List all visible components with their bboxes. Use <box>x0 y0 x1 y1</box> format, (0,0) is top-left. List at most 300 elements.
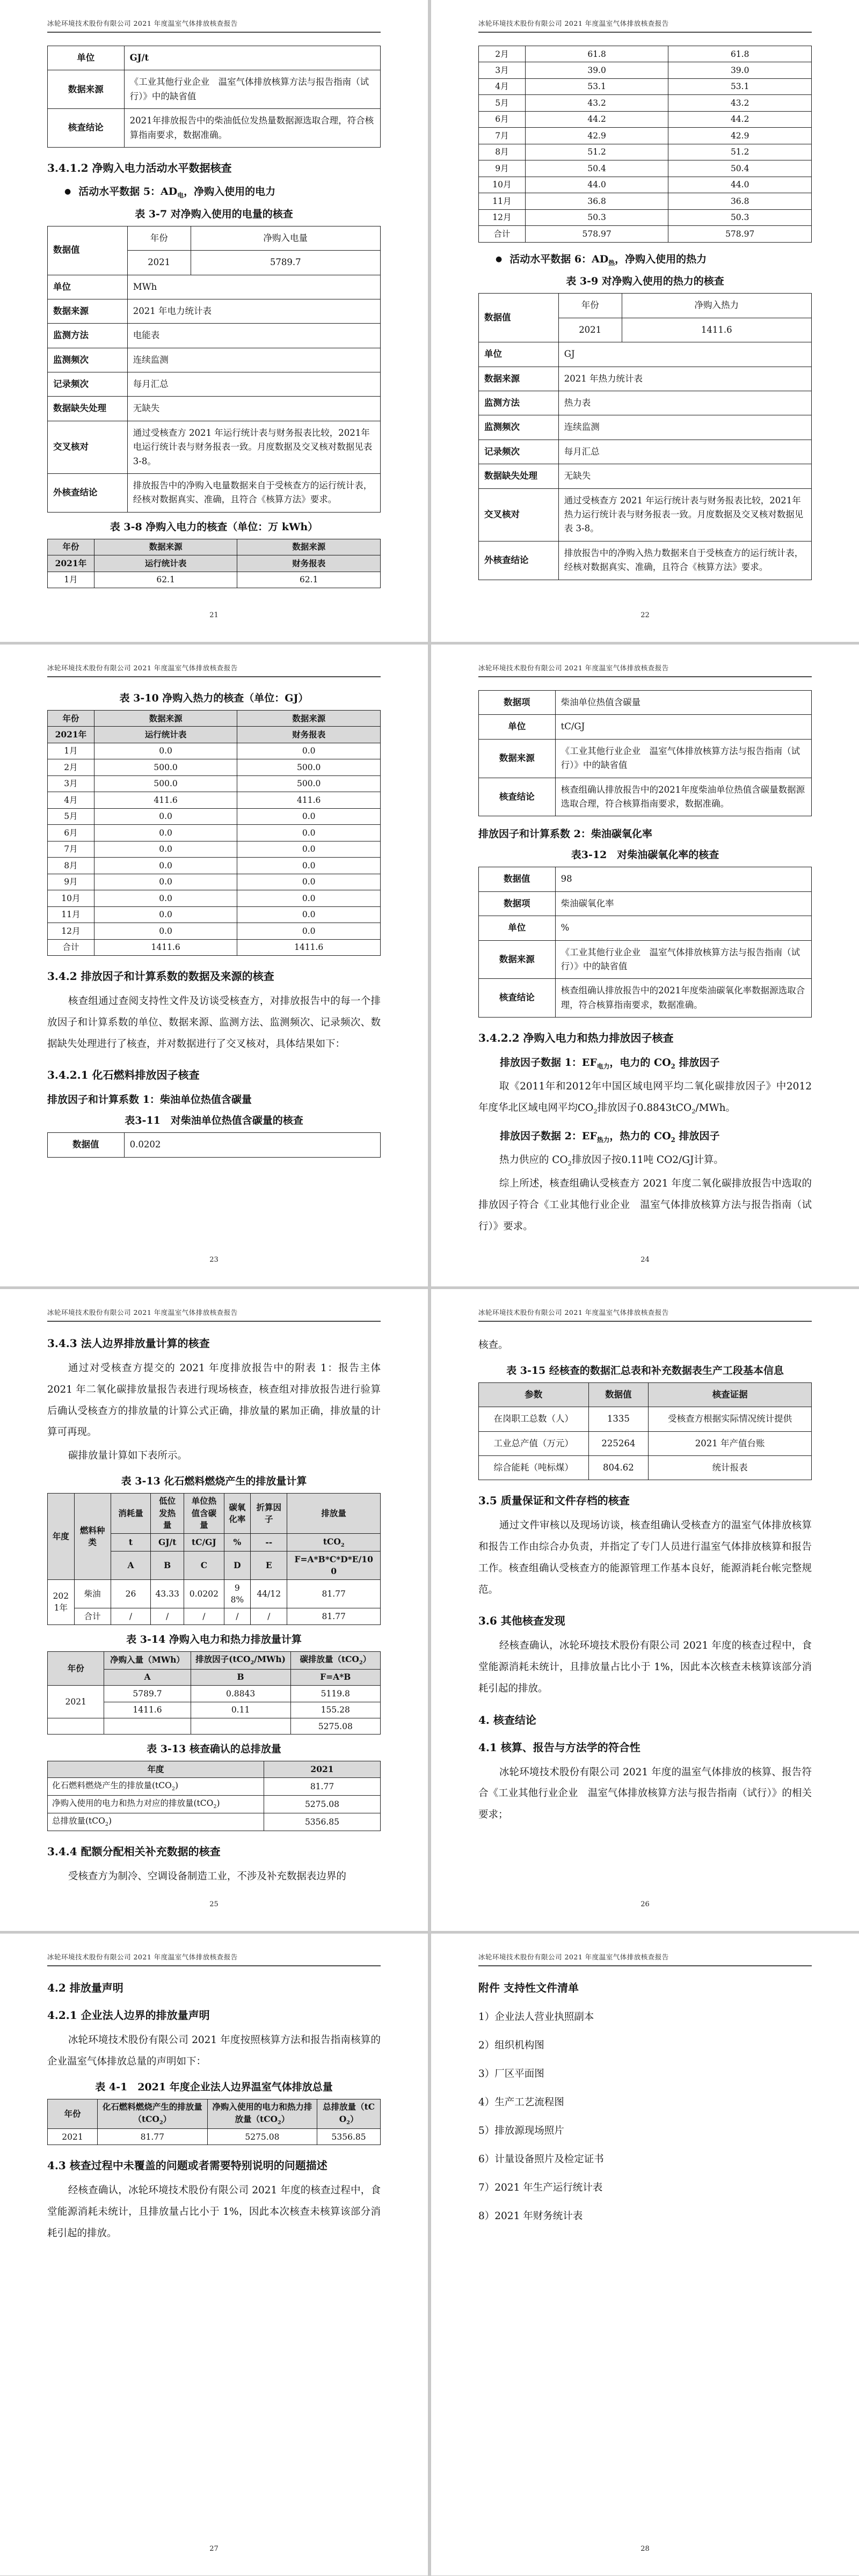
table-cell: % <box>224 1534 251 1552</box>
table-cell: 记录频次 <box>479 440 559 464</box>
paragraph: 综上所述，核查组确认受核查方 2021 年度二氧化碳排放报告中选取的排放因子符合《工业其他行业企业 温室气体排放核算方法与报告指南（试行）》要求。 <box>478 1177 812 1232</box>
section-heading: 3.5 质量保证和文件存档的核查 <box>478 1494 630 1507</box>
page-number: 26 <box>640 1900 650 1908</box>
table-cell: 0.0 <box>237 743 381 759</box>
table-row <box>479 1431 812 1455</box>
table-cell: 连续监测 <box>558 415 811 440</box>
table-row <box>479 226 812 242</box>
table-cell: 578.97 <box>668 226 812 242</box>
table-cell: 总排放量（tCO$_2$） <box>317 2099 381 2128</box>
table-row <box>48 1777 381 1795</box>
table-cell: 财务报表 <box>237 727 381 743</box>
table-row <box>48 299 381 323</box>
page-26 <box>431 1289 859 1931</box>
table-cell <box>48 1718 104 1735</box>
table-cell: 数据缺失处理 <box>479 464 559 488</box>
bullet-item <box>478 251 812 267</box>
bullet-item <box>47 184 381 200</box>
table-row <box>48 348 381 372</box>
table-3-7 <box>47 226 381 513</box>
table-cell: 单位 <box>479 916 556 940</box>
table-cell: 2月 <box>48 759 94 775</box>
sub-heading: 排放因子数据 2：$EF_{热力}$，热力的 $CO_2$ 排放因子 <box>500 1130 720 1144</box>
table-row <box>479 1407 812 1431</box>
table-cell: 44.0 <box>668 177 812 193</box>
diesel-heat-value-table-continued <box>47 46 381 148</box>
table-cell: 年度 <box>48 1493 75 1579</box>
sub-heading: 排放因子数据 1：$EF_{电力}$，电力的 $CO_2$ 排放因子 <box>500 1057 720 1070</box>
paragraph: 通过文件审核以及现场访谈，核查组确认受核查方的温室气体排放核算和报告工作由综合办负责，并指定了专门人员进行温室气体排放核算和报告工作。核查组确认受核查方的能源管理工作基本良好，能源消耗台帐完整规范。 <box>478 1520 812 1596</box>
page-number: 21 <box>209 611 219 619</box>
table-row <box>479 95 812 111</box>
table-cell: 排放量 <box>287 1493 381 1533</box>
table-cell: 9月 <box>48 874 94 890</box>
table-cell: 5275.08 <box>264 1795 381 1813</box>
table-cell: 225264 <box>588 1431 649 1455</box>
table-cell: 数据来源 <box>94 711 237 727</box>
table-cell: 43.33 <box>151 1580 184 1608</box>
table-cell <box>191 1718 290 1735</box>
table-cell: 碳氧化率 <box>224 1493 251 1533</box>
table-cell: 通过受核查方 2021 年运行统计表与财务报表比较，2021年热力运行统计表与财务报表一致。月度数据及交叉核对数据见表 3-8。 <box>558 488 811 541</box>
table-caption: 表 4-1 2021 年度企业法人边界温室气体排放总量 <box>95 2081 333 2093</box>
table-row <box>479 488 812 541</box>
table-cell: 合计 <box>48 939 94 955</box>
table-3-13-total <box>47 1761 381 1831</box>
table-cell: 数据来源 <box>48 299 128 323</box>
table-cell: GJ/t <box>124 46 380 70</box>
table-caption: 表 3-13 核查确认的总排放量 <box>147 1743 281 1755</box>
table-cell: 数据值 <box>48 1133 125 1157</box>
table-row <box>479 440 812 464</box>
table-cell: 受核查方根据实际情况统计提供 <box>649 1407 812 1431</box>
table-cell: 监测频次 <box>479 415 559 440</box>
table-cell: F=A*B <box>290 1669 380 1685</box>
table-cell: A <box>104 1669 191 1685</box>
table-cell: 净购入热力 <box>622 294 811 318</box>
paragraph: 碳排放量计算如下表所示。 <box>68 1450 187 1462</box>
table-cell: 50.3 <box>668 209 812 225</box>
table-cell: 年份 <box>48 539 94 555</box>
page-number: 27 <box>209 2545 219 2553</box>
table-cell: 折算因子 <box>251 1493 287 1533</box>
table-caption: 表 3-13 化石燃料燃烧产生的排放量计算 <box>121 1475 307 1487</box>
table-cell: 单位 <box>48 46 125 70</box>
table-cell: 26 <box>111 1580 150 1608</box>
table-cell: 3月 <box>479 62 526 78</box>
section-heading: 3.4.4 配额分配相关补充数据的核查 <box>47 1845 221 1858</box>
table-cell: 核查组确认排放报告中的2021年度柴油碳氧化率数据源选取合理，符合核算指南要求，数据准确。 <box>555 979 811 1018</box>
table-cell: 每月汇总 <box>558 440 811 464</box>
table-cell: 62.1 <box>237 572 381 588</box>
table-cell: / <box>251 1608 287 1624</box>
table-cell: 数据值 <box>479 294 559 342</box>
table-cell: 运行统计表 <box>94 727 237 743</box>
table-cell: 500.0 <box>94 775 237 792</box>
table-cell: 61.8 <box>668 46 812 62</box>
table-cell: 数据值 <box>48 226 128 275</box>
table-cell: B <box>191 1669 290 1685</box>
table-cell: 12月 <box>479 209 526 225</box>
table-row <box>48 874 381 890</box>
table-caption: 表 3-8 净购入电力的核查（单位：万 kWh） <box>110 521 318 533</box>
table-row <box>48 775 381 792</box>
page-27 <box>0 1934 428 2575</box>
table-row <box>479 1455 812 1480</box>
table-row <box>48 474 381 513</box>
table-row <box>479 778 812 816</box>
table-cell: 《工业其他行业企业 温室气体排放核算方法与报告指南（试行）》中的缺省值 <box>124 70 380 109</box>
table-cell: 53.1 <box>668 78 812 94</box>
page-content <box>47 690 381 1158</box>
table-row <box>48 226 381 250</box>
section-heading: 4.2.1 企业法人边界的排放量声明 <box>47 2009 210 2022</box>
table-cell: 0.0 <box>237 841 381 857</box>
table-row <box>48 841 381 857</box>
list-item: 4）生产工艺流程图 <box>478 2097 564 2108</box>
table-cell: 1411.6 <box>104 1702 191 1718</box>
table-row <box>479 342 812 367</box>
table-cell: 0.0202 <box>184 1580 224 1608</box>
section-heading: 3.6 其他核查发现 <box>478 1614 565 1628</box>
table-cell: / <box>151 1608 184 1624</box>
table-cell: tCO$_2$ <box>287 1534 381 1552</box>
table-caption: 表 3-9 对净购入使用的热力的核查 <box>566 275 724 288</box>
page-28 <box>431 1934 859 2575</box>
table-row <box>48 1686 381 1702</box>
page-number: 23 <box>209 1256 219 1264</box>
table-cell: 98 <box>555 867 811 891</box>
paragraph: 冰轮环境技术股份有限公司 2021 年度的温室气体排放的核算、报告符合《工业其他行业企业 温室气体排放核算方法与报告指南（试行）》的相关要求； <box>478 1766 812 1821</box>
table-cell: 51.2 <box>668 144 812 160</box>
table-cell: 500.0 <box>94 759 237 775</box>
table-cell: 11月 <box>479 193 526 209</box>
table-cell: 净购入电量 <box>191 226 380 250</box>
table-cell: 单位 <box>479 342 559 367</box>
table-3-8-continued <box>478 46 812 243</box>
paragraph: 经核查确认，冰轮环境技术股份有限公司 2021 年度的核查过程中，食堂能源消耗未统计，且排放量占比小于 1%，因此本次核查未核算该部分消耗引起的排放。 <box>478 1640 812 1694</box>
table-cell: MWh <box>127 275 380 299</box>
table-row <box>48 1795 381 1813</box>
table-row <box>479 464 812 488</box>
table-cell: % <box>555 916 811 940</box>
table-cell: 交叉核对 <box>48 421 128 473</box>
table-cell: 数据值 <box>479 867 556 891</box>
table-cell: 单位热值含碳量 <box>184 1493 224 1533</box>
table-row <box>479 940 812 979</box>
table-cell: 0.0 <box>237 906 381 923</box>
page-23 <box>0 645 428 1286</box>
table-cell: 0.0 <box>237 825 381 841</box>
table-cell: 8月 <box>48 858 94 874</box>
table-cell: 合计 <box>479 226 526 242</box>
table-cell: 42.9 <box>668 128 812 144</box>
table-cell: 1411.6 <box>237 939 381 955</box>
table-cell: 500.0 <box>237 759 381 775</box>
table-cell: 化石燃料燃烧产生的排放量(tCO$_2$) <box>48 1777 264 1795</box>
table-cell: 0.0 <box>94 874 237 890</box>
table-cell: 1月 <box>48 743 94 759</box>
table-cell: 外核查结论 <box>48 474 128 513</box>
table-row <box>48 1580 381 1608</box>
table-cell: 燃料种类 <box>74 1493 111 1579</box>
list-item: 2）组织机构图 <box>478 2040 544 2051</box>
table-row <box>479 715 812 739</box>
table-cell: 3月 <box>48 775 94 792</box>
table-cell: 合计 <box>74 1608 111 1624</box>
paragraph: 受核查方为制冷、空调设备制造工业，不涉及补充数据表边界的 <box>68 1871 346 1882</box>
table-cell: 净购入使用的电力和热力排放量（tCO$_2$） <box>207 2099 317 2128</box>
table-cell: 2021 年产值台账 <box>649 1431 812 1455</box>
table-cell: GJ/t <box>151 1534 184 1552</box>
table-caption: 表 3-7 对净购入使用的电量的核查 <box>135 208 293 220</box>
table-cell: 5月 <box>479 95 526 111</box>
table-row <box>48 397 381 421</box>
table-cell: GJ <box>558 342 811 367</box>
table-cell: 核查结论 <box>479 979 556 1018</box>
section-heading: 4.1 核算、报告与方法学的符合性 <box>478 1740 640 1754</box>
section-heading: 3.4.3 法人边界排放量计算的核查 <box>47 1337 210 1350</box>
table-row <box>48 275 381 299</box>
table-cell: 2021年 <box>48 555 94 572</box>
table-cell: 804.62 <box>588 1455 649 1480</box>
table-cell: 综合能耗（吨标煤） <box>479 1455 589 1480</box>
section-heading: 3.4.2 排放因子和计算系数的数据及来源的核查 <box>47 970 274 983</box>
table-cell: 51.2 <box>525 144 668 160</box>
section-heading: 3.4.1.2 净购入电力活动水平数据核查 <box>47 161 232 174</box>
table-cell: 0.0202 <box>124 1133 380 1157</box>
table-row <box>48 792 381 808</box>
page-header-title: 冰轮环境技术股份有限公司 2021 年度温室气体排放核查报告 <box>478 1307 812 1322</box>
table-row <box>479 415 812 440</box>
table-cell: 数据来源 <box>479 940 556 979</box>
table-row <box>48 1608 381 1624</box>
table-caption: 表 3-15 经核查的数据汇总表和补充数据表生产工段基本信息 <box>506 1364 784 1377</box>
table-3-12 <box>478 867 812 1018</box>
table-cell: 数据缺失处理 <box>48 397 128 421</box>
section-heading: 附件 支持性文件清单 <box>478 1981 579 1994</box>
table-row <box>479 193 812 209</box>
table-cell: 10月 <box>48 890 94 906</box>
table-row <box>48 808 381 824</box>
paragraph: 核查。 <box>478 1340 508 1351</box>
table-cell: 0.0 <box>237 858 381 874</box>
table-cell: 运行统计表 <box>94 555 237 572</box>
table-cell: 7月 <box>479 128 526 144</box>
table-cell: 42.9 <box>525 128 668 144</box>
table-3-13-fossil <box>47 1493 381 1625</box>
table-cell: 化石燃料燃烧产生的排放量（tCO$_2$） <box>98 2099 208 2128</box>
table-row <box>479 541 812 580</box>
table-cell: 年份 <box>127 226 191 250</box>
table-cell: 12月 <box>48 923 94 939</box>
page-content <box>478 1335 812 1826</box>
table-cell: 在岗职工总数（人） <box>479 1407 589 1431</box>
table-cell: 81.77 <box>98 2129 208 2145</box>
section-heading: 3.4.2.1 化石燃料排放因子核查 <box>47 1069 200 1082</box>
page-header-title: 冰轮环境技术股份有限公司 2021 年度温室气体排放核查报告 <box>47 18 381 33</box>
table-row <box>48 759 381 775</box>
table-cell: 总排放量(tCO$_2$) <box>48 1813 264 1831</box>
table-cell: 81.77 <box>264 1777 381 1795</box>
table-cell: 39.0 <box>668 62 812 78</box>
page-header-title: 冰轮环境技术股份有限公司 2021 年度温室气体排放核查报告 <box>478 663 812 677</box>
table-row <box>479 1382 812 1407</box>
table-cell: 核查证据 <box>649 1382 812 1407</box>
table-3-9 <box>478 293 812 580</box>
table-cell: 核查组确认排放报告中的2021年度柴油单位热值含碳量数据源选取合理，符合核算指南要求，数据准确。 <box>555 778 811 816</box>
table-row <box>479 209 812 225</box>
table-row <box>479 367 812 391</box>
table-cell: 50.4 <box>668 160 812 177</box>
table-cell: 电能表 <box>127 324 380 348</box>
table-cell: 10月 <box>479 177 526 193</box>
table-cell: 数据来源 <box>48 70 125 109</box>
table-cell: 0.0 <box>94 808 237 824</box>
table-cell: 5月 <box>48 808 94 824</box>
table-caption: 表3-12 对柴油碳氧化率的核查 <box>571 849 719 861</box>
table-cell: 5119.8 <box>290 1686 380 1702</box>
table-cell: 交叉核对 <box>479 488 559 541</box>
table-row <box>48 572 381 588</box>
table-row <box>48 923 381 939</box>
page-content <box>47 1979 381 2244</box>
list-item: 7）2021 年生产运行统计表 <box>478 2182 603 2193</box>
table-row <box>479 78 812 94</box>
page-header-title: 冰轮环境技术股份有限公司 2021 年度温室气体排放核查报告 <box>478 1952 812 1966</box>
table-cell: 监测方法 <box>479 391 559 415</box>
table-cell: 外核查结论 <box>479 541 559 580</box>
table-cell: 6月 <box>48 825 94 841</box>
table-cell: D <box>224 1552 251 1580</box>
table-row <box>48 1493 381 1533</box>
table-cell: 500.0 <box>237 775 381 792</box>
table-row <box>48 711 381 727</box>
table-cell: 0.0 <box>94 906 237 923</box>
table-row <box>48 46 381 70</box>
table-row <box>48 825 381 841</box>
table-cell: 年度 <box>48 1761 264 1777</box>
page-header-title: 冰轮环境技术股份有限公司 2021 年度温室气体排放核查报告 <box>47 1952 381 1966</box>
table-cell: 50.4 <box>525 160 668 177</box>
table-cell: 热力表 <box>558 391 811 415</box>
section-heading: 4. 核查结论 <box>478 1713 536 1726</box>
table-cell: 9月 <box>479 160 526 177</box>
table-cell: 无缺失 <box>558 464 811 488</box>
table-cell: 单位 <box>479 715 556 739</box>
table-cell: 净购入量（MWh） <box>104 1651 191 1669</box>
table-cell: 155.28 <box>290 1702 380 1718</box>
table-cell: 44.2 <box>668 111 812 127</box>
table-cell: 39.0 <box>525 62 668 78</box>
table-cell: 净购入使用的电力和热力对应的排放量(tCO$_2$) <box>48 1795 264 1813</box>
table-cell: 数据来源 <box>237 711 381 727</box>
table-cell: 2021 <box>264 1761 381 1777</box>
table-3-8 <box>47 539 381 588</box>
table-cell: 单位 <box>48 275 128 299</box>
section-heading: 4.3 核查过程中未覆盖的问题或者需要特别说明的问题描述 <box>47 2159 327 2172</box>
table-row <box>479 111 812 127</box>
table-row <box>48 939 381 955</box>
table-cell: 监测频次 <box>48 348 128 372</box>
table-cell: 61.8 <box>525 46 668 62</box>
table-3-10 <box>47 710 381 956</box>
table-row <box>479 160 812 177</box>
table-cell: 柴油 <box>74 1580 111 1608</box>
table-cell: 无缺失 <box>127 397 380 421</box>
table-cell: 0.11 <box>191 1702 290 1718</box>
page-content <box>478 690 812 1237</box>
table-cell: 数据项 <box>479 691 556 715</box>
table-cell: 2021年排放报告中的柴油低位发热量数据源选取合理，符合核算指南要求，数据准确。 <box>124 109 380 148</box>
table-cell: 数据来源 <box>237 539 381 555</box>
table-cell: 2021年 <box>48 1580 75 1624</box>
table-cell: 62.1 <box>94 572 237 588</box>
table-cell: 监测方法 <box>48 324 128 348</box>
table-cell: 数据来源 <box>94 539 237 555</box>
table-cell: 年份 <box>48 2099 98 2128</box>
table-row <box>48 1813 381 1831</box>
table-row <box>48 2129 381 2145</box>
page-22 <box>431 0 859 642</box>
paragraph: 经核查确认，冰轮环境技术股份有限公司 2021 年度的核查过程中，食堂能源消耗未统计，且排放量占比小于 1%，因此本次核查未核算该部分消耗引起的排放。 <box>47 2185 381 2240</box>
table-cell: tC/GJ <box>555 715 811 739</box>
table-cell: 36.8 <box>668 193 812 209</box>
table-cell: 每月汇总 <box>127 372 380 397</box>
table-cell: E <box>251 1552 287 1580</box>
table-cell: 财务报表 <box>237 555 381 572</box>
table-row <box>48 372 381 397</box>
table-cell: 5275.08 <box>290 1718 380 1735</box>
paragraph: 核查组通过查阅支持性文件及访谈受核查方，对排放报告中的每一个排放因子和计算系数的单位、数据来源、监测方法、监测频次、记录频次、数据缺失处理进行了核查，并对数据进行了交叉核对，具体结果如下： <box>47 996 381 1050</box>
table-cell: 2021 年电力统计表 <box>127 299 380 323</box>
table-cell: 《工业其他行业企业 温室气体排放核算方法与报告指南（试行）》中的缺省值 <box>555 940 811 979</box>
table-cell <box>104 1718 191 1735</box>
list-item: 8）2021 年财务统计表 <box>478 2211 583 2222</box>
table-cell: 0.0 <box>237 874 381 890</box>
table-cell: 低位发热量 <box>151 1493 184 1533</box>
table-cell: 81.77 <box>287 1580 381 1608</box>
table-row <box>479 691 812 715</box>
page-content <box>47 1335 381 1887</box>
table-row <box>48 890 381 906</box>
table-row <box>48 1718 381 1735</box>
table-cell: 0.0 <box>237 923 381 939</box>
table-cell: 0.0 <box>94 841 237 857</box>
table-cell: 44.0 <box>525 177 668 193</box>
table-cell: 0.0 <box>94 858 237 874</box>
table-cell: 0.0 <box>237 890 381 906</box>
table-cell: 数据值 <box>588 1382 649 1407</box>
table-cell: 1411.6 <box>622 318 811 342</box>
table-row <box>48 324 381 348</box>
table-row <box>479 177 812 193</box>
table-3-11-continued <box>478 690 812 816</box>
table-cell: 36.8 <box>525 193 668 209</box>
table-cell: F=A*B*C*D*E/100 <box>287 1552 381 1580</box>
table-row <box>48 1133 381 1157</box>
table-cell: 5356.85 <box>264 1813 381 1831</box>
table-caption: 表 3-10 净购入热力的核查（单位：GJ） <box>119 692 309 704</box>
table-cell: 98% <box>224 1580 251 1608</box>
table-cell: 年份 <box>48 711 94 727</box>
table-row <box>479 891 812 916</box>
table-row <box>48 539 381 555</box>
page-number: 25 <box>209 1900 219 1908</box>
table-cell: 年份 <box>558 294 622 318</box>
table-cell: 数据项 <box>479 891 556 916</box>
table-row <box>479 916 812 940</box>
